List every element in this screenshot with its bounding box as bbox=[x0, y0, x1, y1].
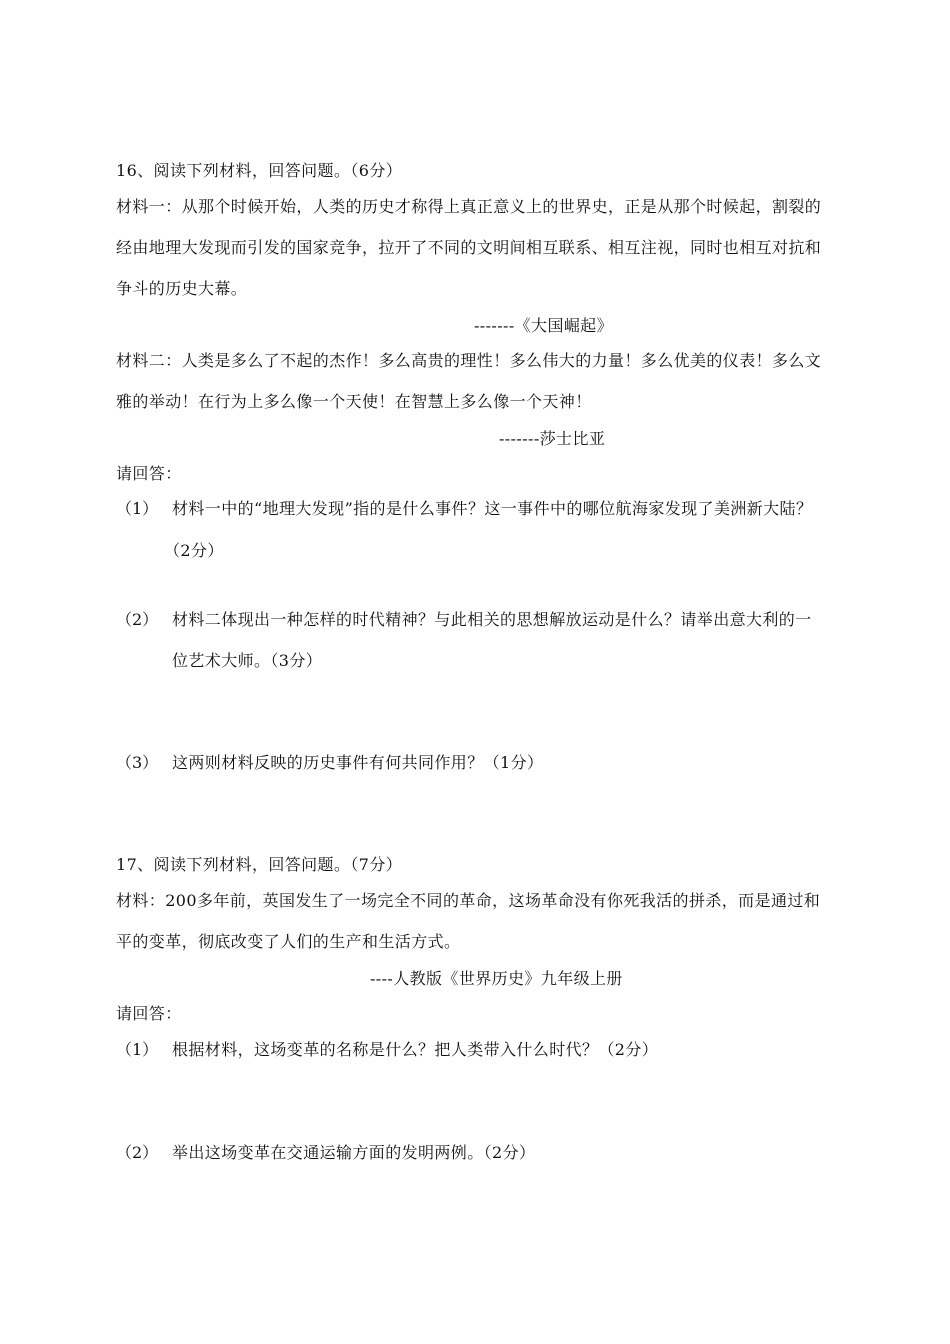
q17-sub1-number: （1） bbox=[116, 1040, 159, 1059]
q16-material2-line1: 材料二：人类是多么了不起的杰作！多么高贵的理性！多么伟大的力量！多么优美的仪表！多么文 bbox=[116, 351, 822, 370]
q16-material1-line1: 材料一：从那个时候开始，人类的历史才称得上真正意义上的世界史，正是从那个时候起，割裂的 bbox=[116, 197, 822, 216]
q16-title: 16、阅读下列材料，回答问题。（6分） bbox=[116, 161, 403, 180]
q17-prompt: 请回答： bbox=[116, 1004, 182, 1023]
q16-prompt: 请回答： bbox=[116, 464, 182, 483]
q16-sub2-line2: 位艺术大师。（3分） bbox=[172, 651, 323, 670]
q16-sub1-line2: （2分） bbox=[164, 541, 224, 560]
q16-material1-line3: 争斗的历史大幕。 bbox=[116, 279, 248, 298]
q16-material2-source: -------莎士比亚 bbox=[499, 429, 606, 448]
q16-sub3-number: （3） bbox=[116, 753, 159, 772]
q16-sub3-line1: 这两则材料反映的历史事件有何共同作用？（1分） bbox=[172, 753, 544, 772]
q16-material2-line2: 雅的举动！在行为上多么像一个天使！在智慧上多么像一个天神！ bbox=[116, 392, 592, 411]
q16-material1-line2: 经由地理大发现而引发的国家竞争，拉开了不同的文明间相互联系、相互注视，同时也相互对抗和 bbox=[116, 238, 822, 257]
q17-title: 17、阅读下列材料，回答问题。（7分） bbox=[116, 855, 403, 874]
q16-sub1-line1: 材料一中的“地理大发现”指的是什么事件？这一事件中的哪位航海家发现了美洲新大陆？ bbox=[172, 499, 813, 518]
q16-sub1-number: （1） bbox=[116, 499, 159, 518]
q17-material-line2: 平的变革，彻底改变了人们的生产和生活方式。 bbox=[116, 932, 461, 951]
q17-sub2-line1: 举出这场变革在交通运输方面的发明两例。（2分） bbox=[172, 1143, 536, 1162]
q16-material1-source: -------《大国崛起》 bbox=[474, 316, 614, 335]
q16-sub2-line1: 材料二体现出一种怎样的时代精神？与此相关的思想解放运动是什么？请举出意大利的一 bbox=[172, 610, 812, 629]
q17-sub1-line1: 根据材料，这场变革的名称是什么？把人类带入什么时代？（2分） bbox=[172, 1040, 659, 1059]
q17-sub2-number: （2） bbox=[116, 1143, 159, 1162]
q17-material-source: ----人教版《世界历史》九年级上册 bbox=[370, 969, 623, 988]
q16-sub2-number: （2） bbox=[116, 610, 159, 629]
q17-material-line1: 材料：200多年前，英国发生了一场完全不同的革命，这场革命没有你死我活的拼杀，而是通过和 bbox=[116, 891, 821, 910]
